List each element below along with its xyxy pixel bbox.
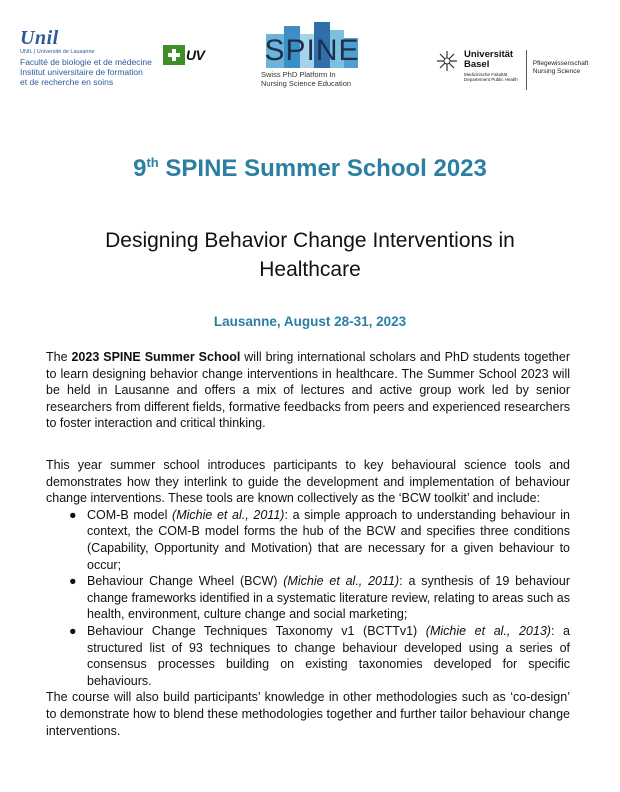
spine-logo xyxy=(256,22,368,88)
bullet-icon: ● xyxy=(69,574,77,589)
unibas-nursing-science: Pflegewissenschaft Nursing Science xyxy=(532,60,589,75)
spine-wordmark-logo xyxy=(262,22,362,68)
event-location-date: Lausanne, August 28-31, 2023 xyxy=(213,314,407,329)
chuv-logo xyxy=(163,44,204,66)
bullet-icon: ● xyxy=(69,507,77,522)
svg-text:SPINE: SPINE xyxy=(264,34,360,67)
chuv-wordmark: UV xyxy=(186,47,205,63)
intro-paragraph: The 2023 SPINE Summer School will bring international scholars and PhD students together to learn designing behavior change interventions in healthcare. The Summer School 2023 will be held in Lausanne and offers a mix of lectures and active group work led by senior researchers from different fields, formative feedbacks from peers and experienced researchers to foster interaction and critical thinking. xyxy=(46,350,570,431)
list-item: ● Behaviour Change Techniques Taxonomy v1 (BCTTv1) (Michie et al., 2013): a structured list of 93 techniques to change behaviour developed using a series of consensus processes building on existing taxonomies developed for specific behaviours. xyxy=(69,623,570,688)
toolkit-list xyxy=(46,507,570,690)
spine-subtitle: Swiss PhD Platform In Nursing Science Education xyxy=(261,70,352,88)
list-item: ● COM-B model (Michie et al., 2011): a simple approach to understanding behaviour in context, the COM-B model forms the hub of the BCW and specifies three conditions (Capability, Opportunity and Motivation) that are necessary for a given behaviour to occur; xyxy=(69,507,570,572)
unibas-name: Universität Basel xyxy=(464,49,514,70)
bullet-icon: ● xyxy=(69,623,77,638)
unibas-emblem-icon xyxy=(436,50,458,72)
chuv-cross-icon xyxy=(163,45,185,65)
unibas-department: Medizinische Fakultät Departement Public Health xyxy=(464,72,518,82)
unibas-divider xyxy=(526,50,527,90)
unil-faculty-text: Faculté de biologie et de médecine Institut universitaire de formation et de recherche en soins xyxy=(20,57,152,87)
unil-subline: UNIL | Université de Lausanne xyxy=(20,49,95,55)
toolkit-section xyxy=(46,457,570,739)
toolkit-paragraph: This year summer school introduces participants to key behavioural science tools and demonstrates how they interlink to guide the development and implementation of behaviour change interventions. These tools are known collectively as the ‘BCW toolkit’ and include: xyxy=(46,458,570,506)
list-item: ● Behaviour Change Wheel (BCW) (Michie et al., 2011): a synthesis of 19 behaviour change frameworks identified in a systematic literature review, relating to areas such as health, environment, culture change and social marketing; xyxy=(69,574,570,622)
page-title: 9th SPINE Summer School 2023 xyxy=(133,155,487,182)
unil-logo xyxy=(20,28,180,87)
unil-wordmark: Unil xyxy=(20,27,59,49)
methodology-paragraph: The course will also build participants’ knowledge in other methodologies such as ‘co-design’ to demonstrate how to blend these methodologies together and further tailor behaviour change interventions. xyxy=(46,690,570,738)
unibas-logo xyxy=(436,50,588,90)
page-subtitle: Designing Behavior Change Interventions in Healthcare xyxy=(105,229,515,281)
